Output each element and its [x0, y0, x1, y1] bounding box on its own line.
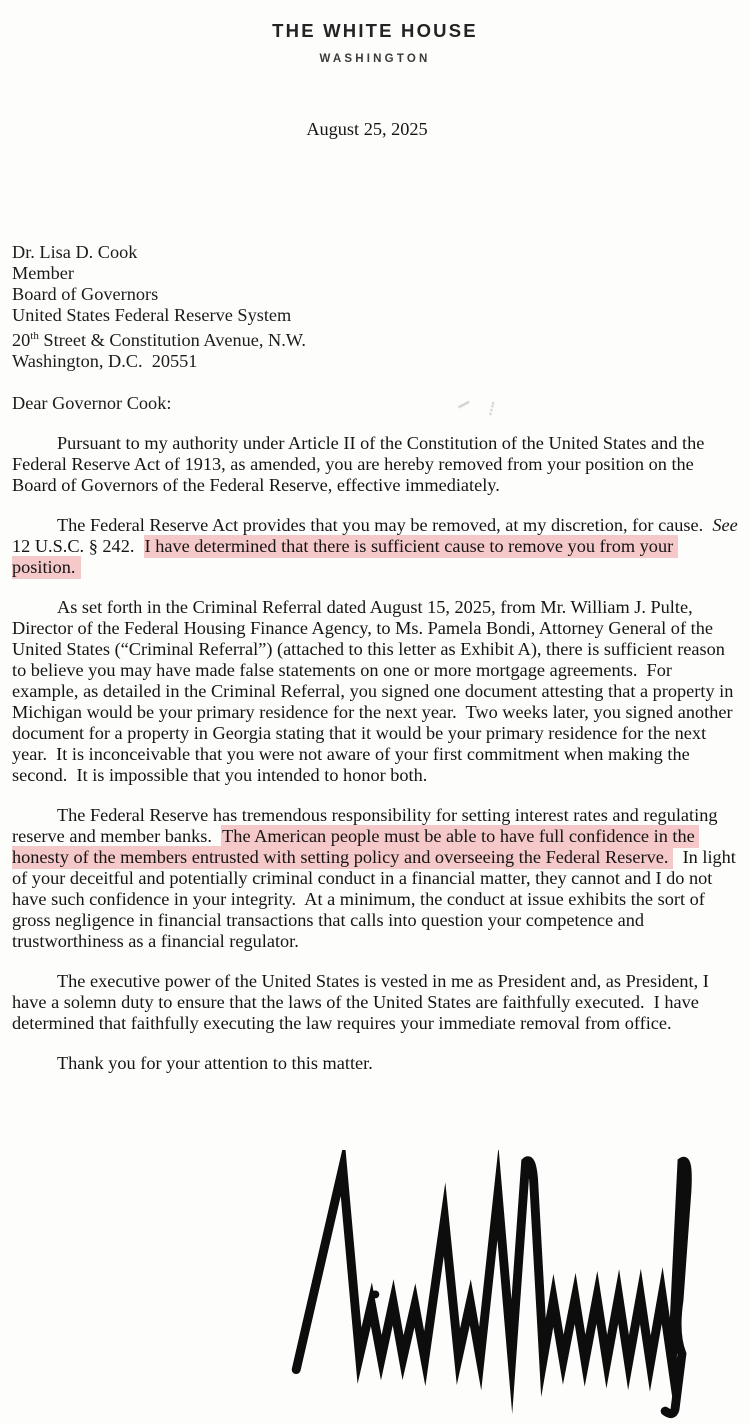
- text-segment: 20: [12, 330, 31, 351]
- highlighted-text: I have determined that there is sufficient cause to remove you from your position.: [12, 536, 678, 578]
- recipient-address-block: [0, 242, 750, 372]
- text-segment: 12 U.S.C. § 242.: [12, 515, 743, 557]
- recipient-line: [12, 326, 750, 351]
- text-segment: Member: [12, 263, 74, 283]
- recipient-line: [12, 263, 750, 284]
- signature-handwritten-icon: [286, 1150, 706, 1422]
- closing-line: Thank you for your attention to this matter.: [57, 1053, 373, 1074]
- letterhead-subtitle: WASHINGTON: [319, 53, 431, 65]
- letter-paragraph: [12, 433, 740, 496]
- text-segment: Street & Constitution Avenue, N.W.: [38, 330, 306, 351]
- text-segment: In light of your deceitful and potentially criminal conduct in a financial matter, they cannot and I do not have such confidence in your integrity. At a minimum, the conduct at issue exhibits the sort of gross negligence in financial transactions that calls into question your competence and trustworthiness as a financial regulator.: [12, 847, 741, 952]
- text-segment: The Federal Reserve has tremendous responsibility for setting interest rates and regulating reserve and member banks.: [12, 805, 723, 847]
- text-segment: Board of Governors: [12, 284, 159, 304]
- letterhead: [0, 0, 750, 65]
- text-segment: The Federal Reserve Act provides that you may be removed, at my discretion, for cause.: [57, 515, 713, 536]
- signature-block: [286, 1150, 706, 1422]
- letter-paragraph: [12, 597, 740, 786]
- recipient-line: [12, 284, 750, 305]
- text-segment: Pursuant to my authority under Article II of the Constitution of the United States and the Federal Reserve Act of 1913, as amended, you are hereby removed from your position on the Board of Governors of the Federal Reserve, effective immediately.: [12, 433, 709, 496]
- highlighted-text: The American people must be able to have full confidence in the honesty of the members entrusted with setting policy and overseeing the Federal Reserve.: [12, 826, 700, 868]
- recipient-line: [12, 242, 750, 263]
- text-segment: The executive power of the United States is vested in me as President and, as President, I have a solemn duty to ensure that the laws of the United States are faithfully executed. I have determined that faithfully executing the law requires your immediate removal from office.: [12, 971, 714, 1034]
- recipient-line: [12, 305, 750, 326]
- recipient-line: [12, 351, 750, 372]
- text-segment: Washington, D.C. 20551: [12, 351, 198, 372]
- letter-paragraph: [12, 515, 743, 578]
- letter-paragraph: [12, 805, 740, 952]
- text-segment: As set forth in the Criminal Referral dated August 15, 2025, from Mr. William J. Pulte, Director of the Federal Housing Finance Agency, to Ms. Pamela Bondi, Attorney General of the United States (“Criminal Referral”) (attached to this letter as Exhibit A), there is sufficient reason to believe you may have made false statements on one or more mortgage agreements. For example, as detailed in the Criminal Referral, you signed one document attesting that a property in Michigan would be your primary residence for the next year. Two weeks later, you signed another document for a property in Georgia stating that it would be your primary residence for the next year. It is inconceivable that you were not aware of your first commitment when making the second. It is impossible that you intended to honor both.: [12, 597, 738, 786]
- text-segment: Dr. Lisa D. Cook: [12, 242, 138, 262]
- letterhead-title: THE WHITE HOUSE: [272, 20, 478, 41]
- letter-body: [0, 433, 750, 1034]
- salutation: Dear Governor Cook:: [12, 393, 172, 414]
- text-segment: United States Federal Reserve System: [12, 305, 292, 325]
- letter-paragraph: [12, 971, 740, 1034]
- letter-date: August 25, 2025: [306, 119, 428, 139]
- text-segment: th: [30, 330, 39, 342]
- text-segment: See: [712, 515, 738, 536]
